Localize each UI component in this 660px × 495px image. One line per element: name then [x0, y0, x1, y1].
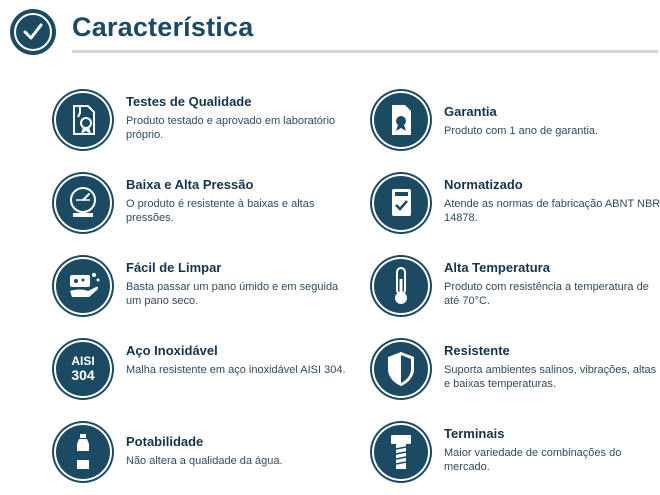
feature-title: Aço Inoxidável: [126, 343, 218, 358]
feature-title: Resistente: [444, 343, 510, 358]
feature-description: Não altera a qualidade da água.: [126, 455, 283, 467]
feature-aco-inoxidavel: [56, 342, 356, 412]
shield-icon: [374, 342, 428, 396]
feature-title: Normatizado: [444, 177, 523, 192]
bolt-terminal-icon: [374, 425, 428, 479]
feature-description: Maior variedade de combinações do mercado.: [444, 447, 622, 473]
feature-title: Garantia: [444, 104, 497, 119]
certificate-lab-icon: [56, 93, 110, 147]
feature-alta-temperatura: [374, 259, 660, 329]
feature-garantia: [374, 93, 660, 163]
feature-title: Baixa e Alta Pressão: [126, 177, 254, 192]
feature-description: Produto com 1 ano de garantia.: [444, 125, 599, 137]
hand-wiping-icon: [56, 259, 110, 313]
pressure-gauge-icon: [56, 176, 110, 230]
feature-terminais: [374, 425, 660, 495]
thermometer-icon: [374, 259, 428, 313]
feature-title: Alta Temperatura: [444, 260, 550, 275]
feature-title: Potabilidade: [126, 434, 204, 449]
feature-testes-de-qualidade: [56, 93, 356, 163]
feature-potabilidade: [56, 425, 356, 495]
feature-description: Basta passar um pano úmido e em seguida um pano seco.: [126, 281, 339, 307]
feature-description: O produto é resistente à baixas e altas pressões.: [126, 198, 315, 224]
feature-facil-de-limpar: [56, 259, 356, 329]
feature-title: Testes de Qualidade: [126, 94, 252, 109]
feature-title: Fácil de Limpar: [126, 260, 222, 275]
feature-description: Produto testado e aprovado em laboratório próprio.: [126, 115, 336, 141]
feature-resistente: [374, 342, 660, 412]
page-title: Característica: [72, 12, 254, 42]
feature-baixa-e-alta-pressao: [56, 176, 356, 246]
feature-description: Malha resistente em aço inoxidável AISI 304.: [126, 364, 346, 376]
aisi-304-icon: AISI 304: [56, 342, 110, 396]
feature-description: Suporta ambientes salinos, vibrações, altas e baixas temperaturas.: [444, 364, 657, 390]
feature-title: Terminais: [444, 426, 505, 441]
feature-description: Atende as normas de fabricação ABNT NBR 14878.: [444, 198, 660, 224]
feature-normatizado: [374, 176, 660, 246]
standards-book-icon: [374, 176, 428, 230]
header: [0, 0, 660, 60]
check-icon: [10, 9, 56, 55]
water-bottle-icon: [56, 425, 110, 479]
feature-description: Produto com resistência a temperatura de até 70°C.: [444, 281, 649, 307]
warranty-document-icon: [374, 93, 428, 147]
title-divider: [72, 50, 658, 53]
